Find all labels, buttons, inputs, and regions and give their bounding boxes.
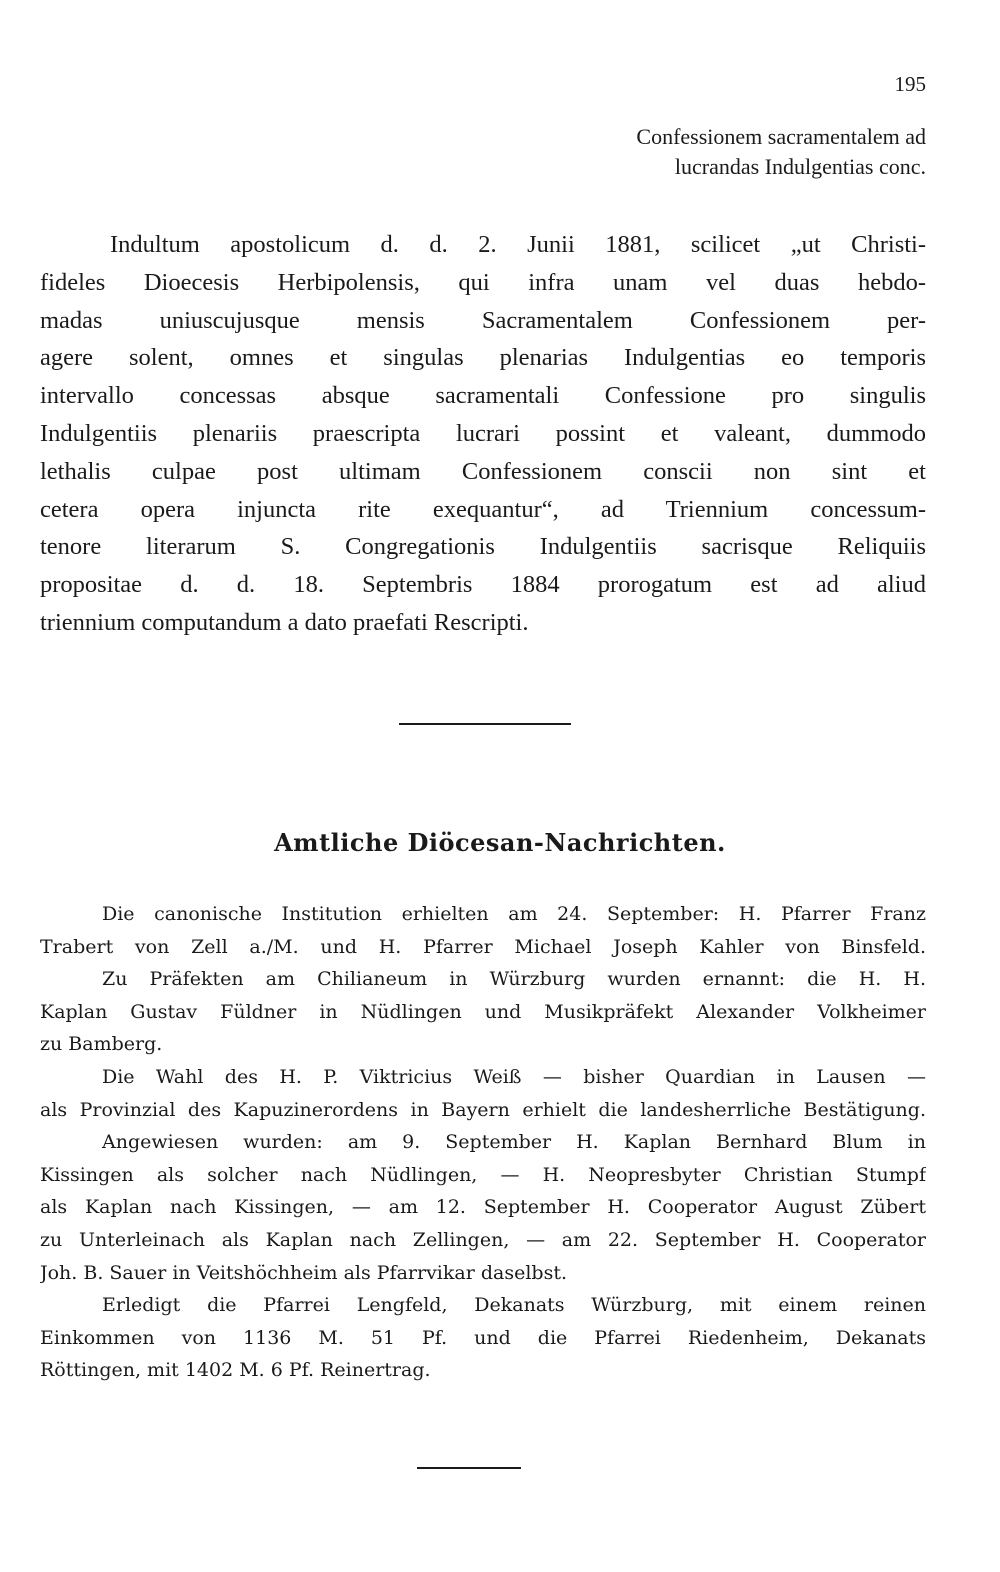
- paragraph-line: agere solent, omnes et singulas plenarias Indulgentias eo temporis: [40, 344, 926, 372]
- section-divider: [399, 723, 571, 725]
- side-note: [406, 122, 926, 182]
- paragraph-line: fideles Dioecesis Herbipolensis, qui infra unam vel duas hebdo-: [40, 268, 926, 296]
- news-line: Kissingen als solcher nach Nüdlingen, — H. Neopresbyter Christian Stumpf: [40, 1163, 926, 1186]
- news-line: als Kaplan nach Kissingen, — am 12. September H. Cooperator August Zübert: [40, 1196, 926, 1219]
- news-line: Trabert von Zell a./M. und H. Pfarrer Michael Joseph Kahler von Binsfeld.: [40, 935, 926, 958]
- page-number: 195: [894, 72, 926, 96]
- latin-paragraph: [40, 226, 926, 642]
- news-line: Die Wahl des H. P. Viktricius Weiß — bisher Quardian in Lausen —: [102, 1065, 926, 1088]
- news-line: Joh. B. Sauer in Veitshöchheim als Pfarrvikar daselbst.: [40, 1261, 567, 1284]
- news-line: Erledigt die Pfarrei Lengfeld, Dekanats Würzburg, mit einem reinen: [102, 1294, 926, 1317]
- news-line: als Provinzial des Kapuzinerordens in Bayern erhielt die landesherrliche Bestätigung.: [40, 1098, 926, 1121]
- end-divider: [417, 1467, 521, 1469]
- paragraph-line: tenore literarum S. Congregationis Indulgentiis sacrisque Reliquiis: [40, 533, 926, 561]
- news-line: Zu Präfekten am Chilianeum in Würzburg wurden ernannt: die H. H.: [102, 968, 926, 991]
- paragraph-line: cetera opera injuncta rite exequantur“, ad Triennium concessum-: [40, 495, 926, 523]
- news-line: Kaplan Gustav Füldner in Nüdlingen und Musikpräfekt Alexander Volkheimer: [40, 1000, 926, 1023]
- side-note-line: Confessionem sacramentalem ad: [636, 124, 926, 149]
- news-line: Angewiesen wurden: am 9. September H. Kaplan Bernhard Blum in: [102, 1131, 926, 1154]
- section-title: Amtliche Diöcesan-Nachrichten.: [274, 828, 726, 857]
- news-line: zu Bamberg.: [40, 1033, 163, 1056]
- news-line: Röttingen, mit 1402 M. 6 Pf. Reinertrag.: [40, 1359, 431, 1382]
- diocesan-news: [40, 898, 926, 1387]
- paragraph-line: propositae d. d. 18. Septembris 1884 prorogatum est ad aliud: [40, 571, 926, 599]
- news-line: zu Unterleinach als Kaplan nach Zellingen, — am 22. September H. Cooperator: [40, 1228, 926, 1251]
- news-line: Die canonische Institution erhielten am 24. September: H. Pfarrer Franz: [102, 903, 926, 925]
- paragraph-line: intervallo concessas absque sacramentali Confessione pro singulis: [40, 382, 926, 410]
- paragraph-line: madas uniuscujusque mensis Sacramentalem Confessionem per-: [40, 306, 926, 334]
- paragraph-line: lethalis culpae post ultimam Confessionem conscii non sint et: [40, 457, 926, 485]
- paragraph-line: triennium computandum a dato praefati Rescripti.: [40, 608, 529, 636]
- paragraph-line: Indultum apostolicum d. d. 2. Junii 1881, scilicet „ut Christi-: [110, 231, 926, 258]
- side-note-line: lucrandas Indulgentias conc.: [674, 154, 926, 179]
- paragraph-line: Indulgentiis plenariis praescripta lucrari possint et valeant, dummodo: [40, 419, 926, 447]
- news-line: Einkommen von 1136 M. 51 Pf. und die Pfarrei Riedenheim, Dekanats: [40, 1326, 926, 1349]
